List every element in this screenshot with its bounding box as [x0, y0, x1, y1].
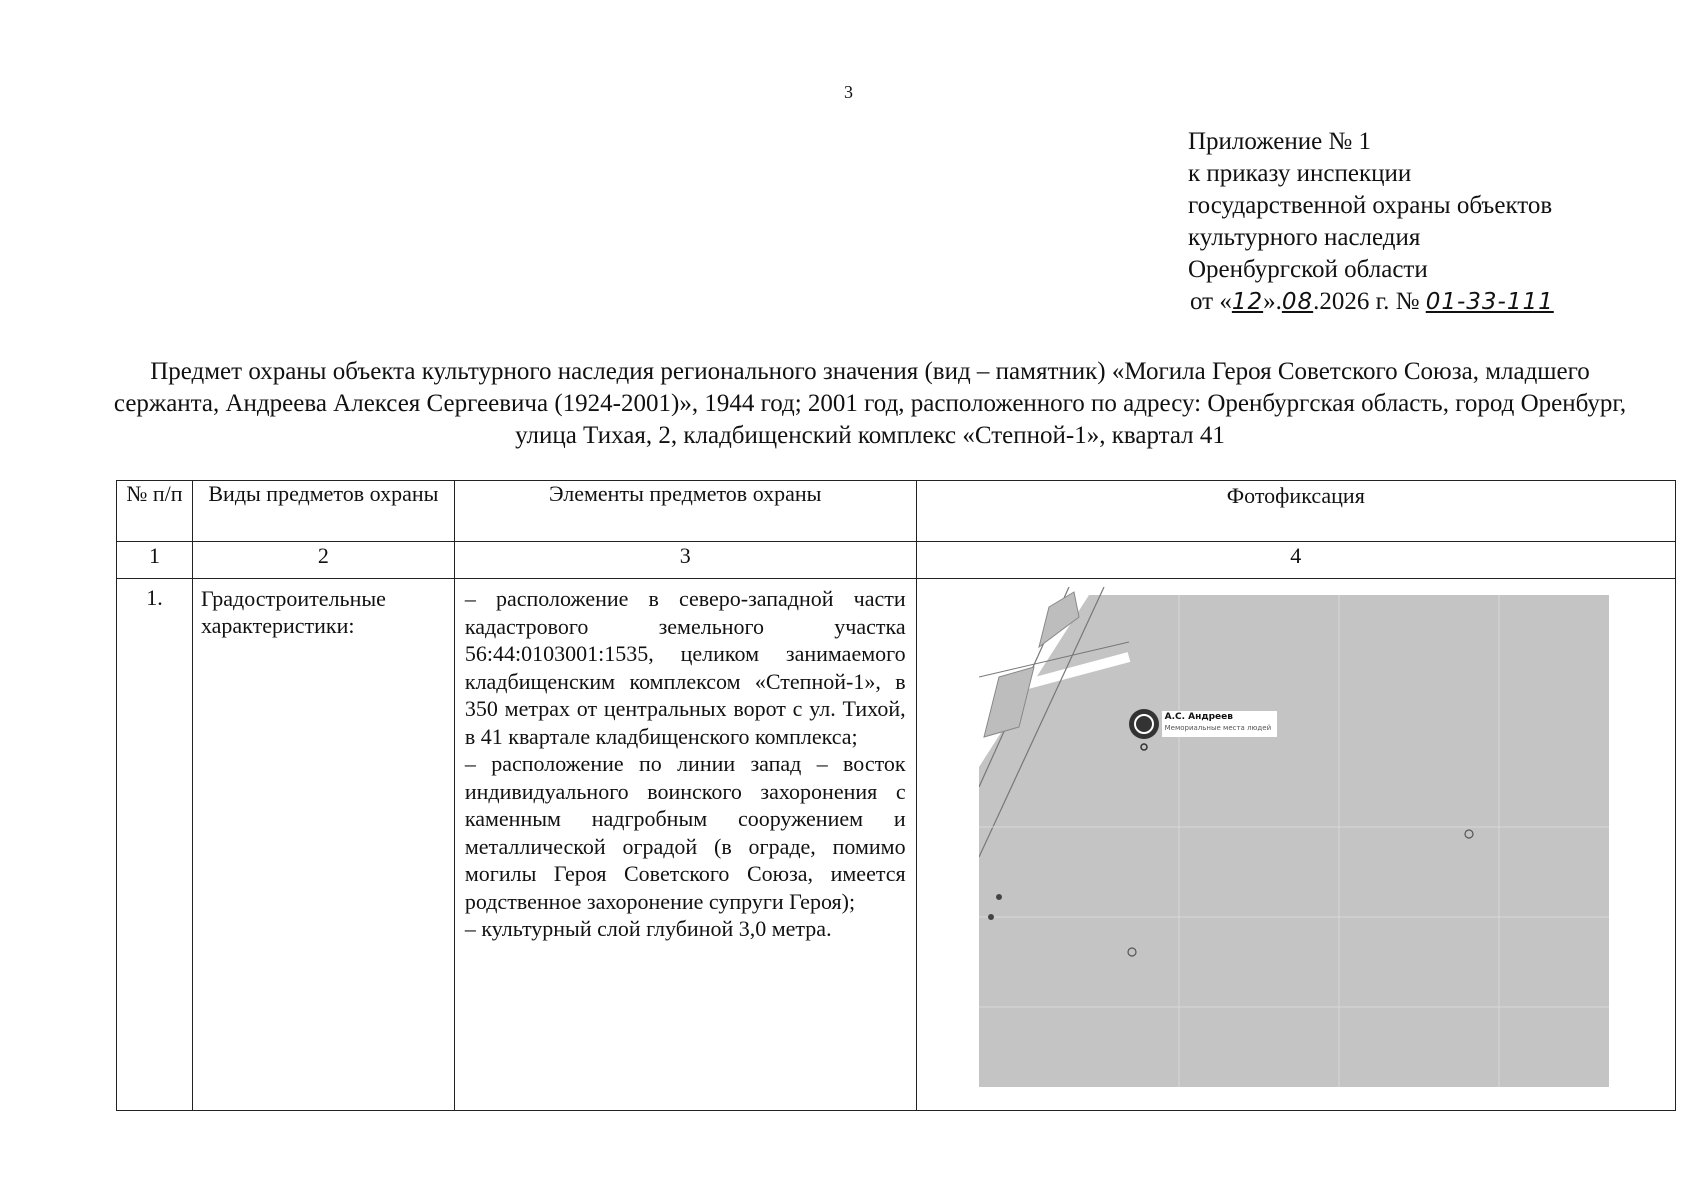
- row-type: Градостроительные характеристики:: [192, 579, 454, 1111]
- appendix-line: Оренбургской области: [1188, 256, 1428, 283]
- appendix-block: [1188, 126, 1658, 318]
- column-number: 1: [117, 542, 193, 579]
- table-row: [117, 579, 1676, 1111]
- row-number: 1.: [117, 579, 193, 1111]
- date-year: .2026 г. №: [1313, 288, 1426, 315]
- header-elements: Элементы предметов охраны: [454, 481, 916, 542]
- poi-marker: [988, 914, 994, 920]
- photo-cell: [916, 579, 1675, 1111]
- date-mid: ».: [1263, 288, 1282, 315]
- column-number-row: [117, 542, 1676, 579]
- protection-table: [116, 480, 1676, 1111]
- header-number: № п/п: [117, 481, 193, 542]
- row-elements: – расположение в северо-западной части кадастрового земельного участка 56:44:0103001:1535, целиком занимаемого кладбищенским комплексом «Степной-1», в 350 метрах от центральных ворот с ул. Тихой, в 41 квартале кладбищенского комплекса; – расположение по линии запад – восток индивидуального воинского захоронения с каменным надгробным сооружением и металлической оградой (в ограде, помимо могилы Героя Советского Союза, имеется родственное захоронение супруги Героя); – культурный слой глубиной 3,0 метра.: [454, 579, 916, 1111]
- appendix-line: Приложение № 1: [1188, 128, 1372, 155]
- appendix-line: культурного наследия: [1188, 224, 1421, 251]
- date-prefix: от «: [1190, 288, 1232, 315]
- marker-subtitle: Мемориальные места людей: [1164, 724, 1272, 732]
- document-title: Предмет охраны объекта культурного наследия регионального значения (вид – памятник) «Могила Героя Советского Союза, младшего сержанта, Андреева Алексея Сергеевича (1924-2001)», 1944 год; 2001 год, расположенного по адресу: Оренбургская область, город Оренбург, улица Тихая, 2, кладбищенский комплекс «Степной-1», квартал 41: [113, 358, 1627, 449]
- appendix-date-line: [1190, 286, 1658, 318]
- monument-marker-icon: [1129, 709, 1159, 739]
- column-number: 3: [454, 542, 916, 579]
- appendix-line: к приказу инспекции: [1188, 160, 1412, 187]
- table-header-row: [117, 481, 1676, 542]
- column-number: 4: [916, 542, 1675, 579]
- date-day: 12: [1231, 289, 1264, 315]
- page-number: 3: [844, 82, 853, 102]
- order-number: 01-33-111: [1425, 289, 1554, 315]
- header-photo: Фотофиксация: [916, 481, 1675, 542]
- location-map: [979, 587, 1609, 1087]
- date-month: 08: [1281, 289, 1314, 315]
- marker-title: А.С. Андреев: [1164, 712, 1233, 722]
- poi-marker: [996, 894, 1002, 900]
- header-types: Виды предметов охраны: [192, 481, 454, 542]
- column-number: 2: [192, 542, 454, 579]
- appendix-line: государственной охраны объектов: [1188, 192, 1553, 219]
